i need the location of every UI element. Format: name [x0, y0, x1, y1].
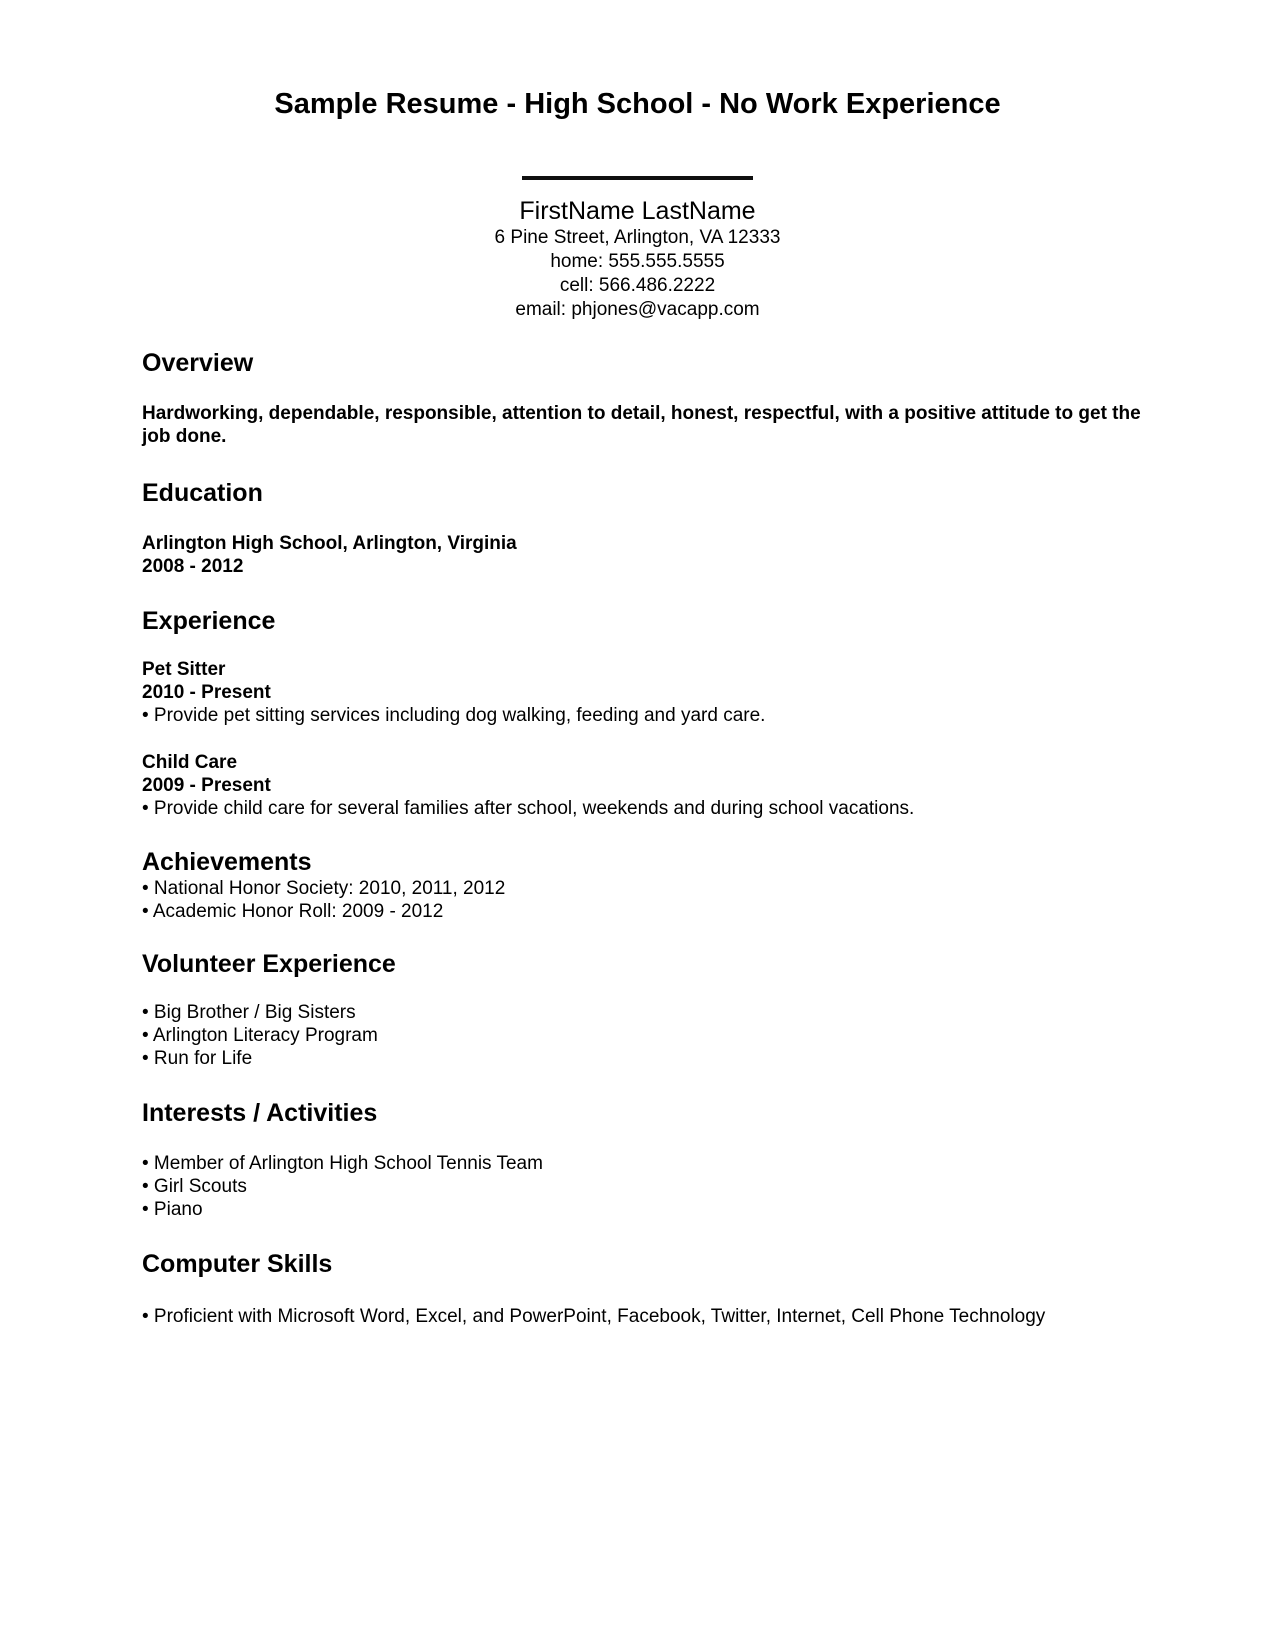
divider-line — [522, 176, 753, 180]
contact-email: email: phjones@vacapp.com — [515, 299, 760, 320]
list-item: • Big Brother / Big Sisters — [142, 1002, 356, 1023]
job-title: Child Care — [142, 752, 238, 773]
list-item: • Girl Scouts — [142, 1176, 247, 1197]
resume-body — [142, 348, 1142, 1328]
experience-entry — [142, 658, 1142, 727]
list-item: • Member of Arlington High School Tennis Team — [142, 1153, 543, 1174]
job-dates: 2010 - Present — [142, 682, 271, 703]
overview-text: Hardworking, dependable, responsible, attention to detail, honest, respectful, with a positive attitude to get the job done. — [142, 403, 1141, 447]
list-item: • Academic Honor Roll: 2009 - 2012 — [142, 901, 444, 922]
section-heading-computer-skills: Computer Skills — [142, 1250, 333, 1278]
contact-name: FirstName LastName — [519, 197, 756, 225]
section-heading-overview: Overview — [142, 349, 254, 377]
list-item: • National Honor Society: 2010, 2011, 2012 — [142, 878, 506, 899]
contact-cell-phone: cell: 566.486.2222 — [559, 275, 716, 296]
job-dates: 2009 - Present — [142, 775, 271, 796]
education-entry — [142, 532, 1142, 578]
section-heading-volunteer-experience: Volunteer Experience — [142, 950, 396, 978]
contact-block — [0, 196, 1275, 322]
job-bullet: • Provide child care for several families after school, weekends and during school vacations. — [142, 798, 915, 819]
achievements-list — [142, 877, 1142, 923]
contact-address: 6 Pine Street, Arlington, VA 12333 — [494, 227, 781, 248]
interests-list — [142, 1152, 1142, 1221]
experience-entry — [142, 751, 1142, 820]
contact-home-phone: home: 555.555.5555 — [550, 251, 725, 272]
list-item: • Piano — [142, 1199, 203, 1220]
section-heading-experience: Experience — [142, 607, 276, 635]
computer-skills-text: • Proficient with Microsoft Word, Excel, and PowerPoint, Facebook, Twitter, Internet, Cell Phone Technology — [142, 1306, 1046, 1327]
section-heading-education: Education — [142, 479, 263, 507]
list-item: • Arlington Literacy Program — [142, 1025, 378, 1046]
document-title: Sample Resume - High School - No Work Experience — [274, 88, 1001, 120]
section-heading-interests-activities: Interests / Activities — [142, 1099, 378, 1127]
section-heading-achievements: Achievements — [142, 848, 312, 876]
job-title: Pet Sitter — [142, 659, 226, 680]
education-dates: 2008 - 2012 — [142, 556, 244, 577]
education-school: Arlington High School, Arlington, Virginia — [142, 533, 517, 554]
job-bullet: • Provide pet sitting services including dog walking, feeding and yard care. — [142, 705, 766, 726]
list-item: • Run for Life — [142, 1048, 253, 1069]
volunteer-list — [142, 1001, 1142, 1070]
